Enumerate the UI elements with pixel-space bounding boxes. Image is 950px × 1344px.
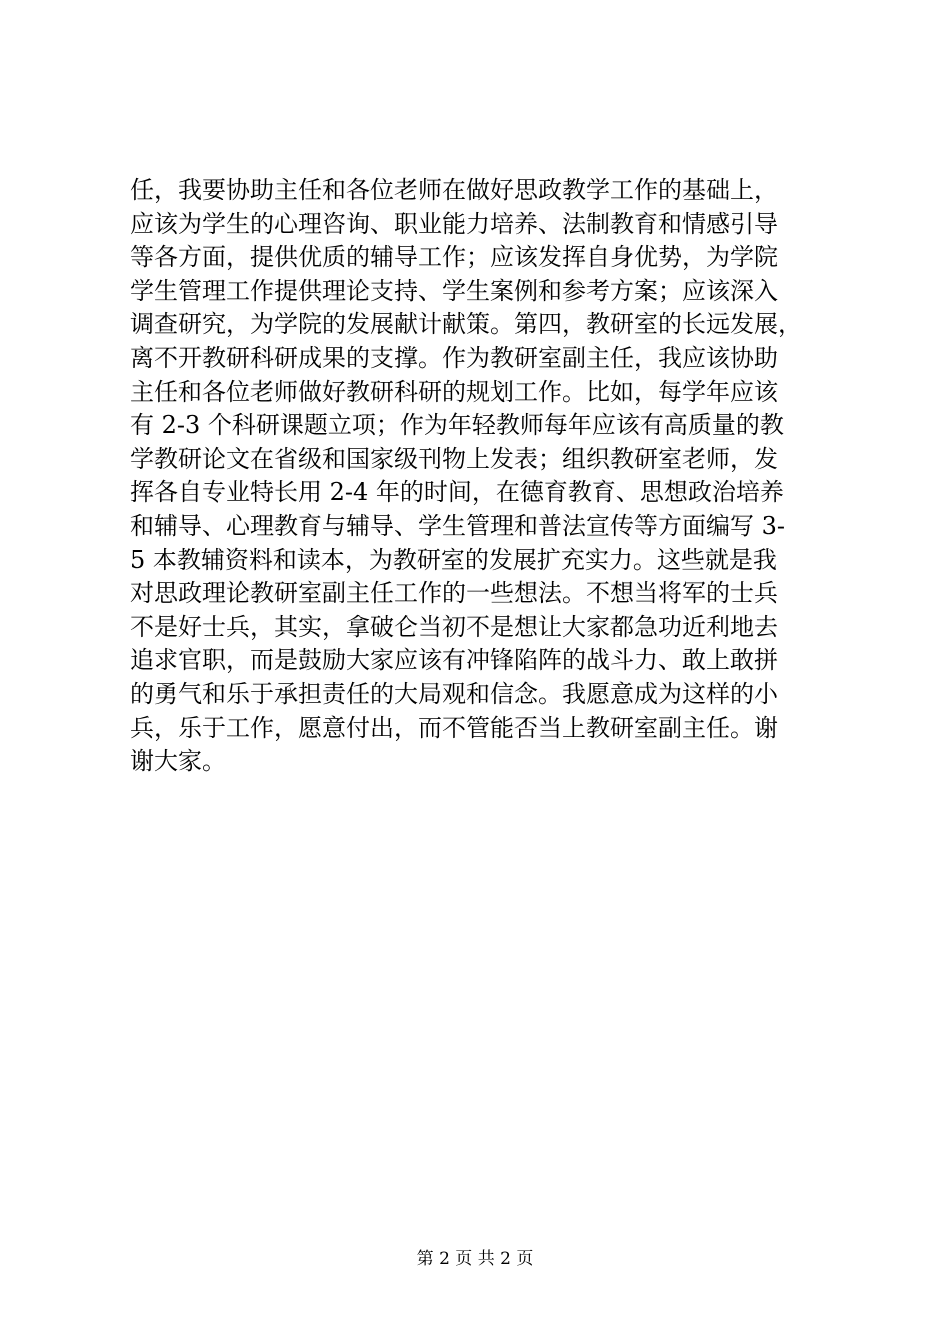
- text-line: 主任和各位老师做好教研科研的规划工作。比如，每学年应该: [130, 377, 778, 406]
- text-line: 的勇气和乐于承担责任的大局观和信念。我愿意成为这样的小: [130, 679, 778, 708]
- text-line: 对思政理论教研室副主任工作的一些想法。不想当将军的士兵: [130, 579, 778, 608]
- body-paragraph: [130, 174, 830, 779]
- text-line: 应该为学生的心理咨询、职业能力培养、法制教育和情感引导: [130, 209, 778, 238]
- text-line: 任，我要协助主任和各位老师在做好思政教学工作的基础上，: [130, 176, 778, 204]
- text-line: 有 2-3 个科研课题立项；作为年轻教师每年应该有高质量的教: [130, 411, 784, 440]
- page-footer: 第 2 页 共 2 页: [416, 1249, 534, 1269]
- text-line: 离不开教研科研成果的支撑。作为教研室副主任，我应该协助: [130, 343, 778, 372]
- text-line: 等各方面，提供优质的辅导工作；应该发挥自身优势，为学院: [130, 243, 778, 272]
- text-line: 学教研论文在省级和国家级刊物上发表；组织教研室老师，发: [130, 444, 778, 473]
- text-line: 挥各自专业特长用 2-4 年的时间，在德育教育、思想政治培养: [130, 478, 784, 507]
- text-line: 调查研究，为学院的发展献计献策。第四，教研室的长远发展，: [130, 310, 802, 339]
- text-line: 和辅导、心理教育与辅导、学生管理和普法宣传等方面编写 3-: [130, 511, 786, 540]
- text-line: 5 本教辅资料和读本，为教研室的发展扩充实力。这些就是我: [130, 545, 777, 574]
- text-line: 学生管理工作提供理论支持、学生案例和参考方案；应该深入: [130, 276, 778, 305]
- text-line: 追求官职，而是鼓励大家应该有冲锋陷阵的战斗力、敢上敢拼: [130, 646, 778, 675]
- text-line: 谢大家。: [130, 747, 226, 776]
- text-line: 兵，乐于工作，愿意付出，而不管能否当上教研室副主任。谢: [130, 713, 778, 742]
- text-line: 不是好士兵，其实，拿破仑当初不是想让大家都急功近利地去: [130, 612, 778, 641]
